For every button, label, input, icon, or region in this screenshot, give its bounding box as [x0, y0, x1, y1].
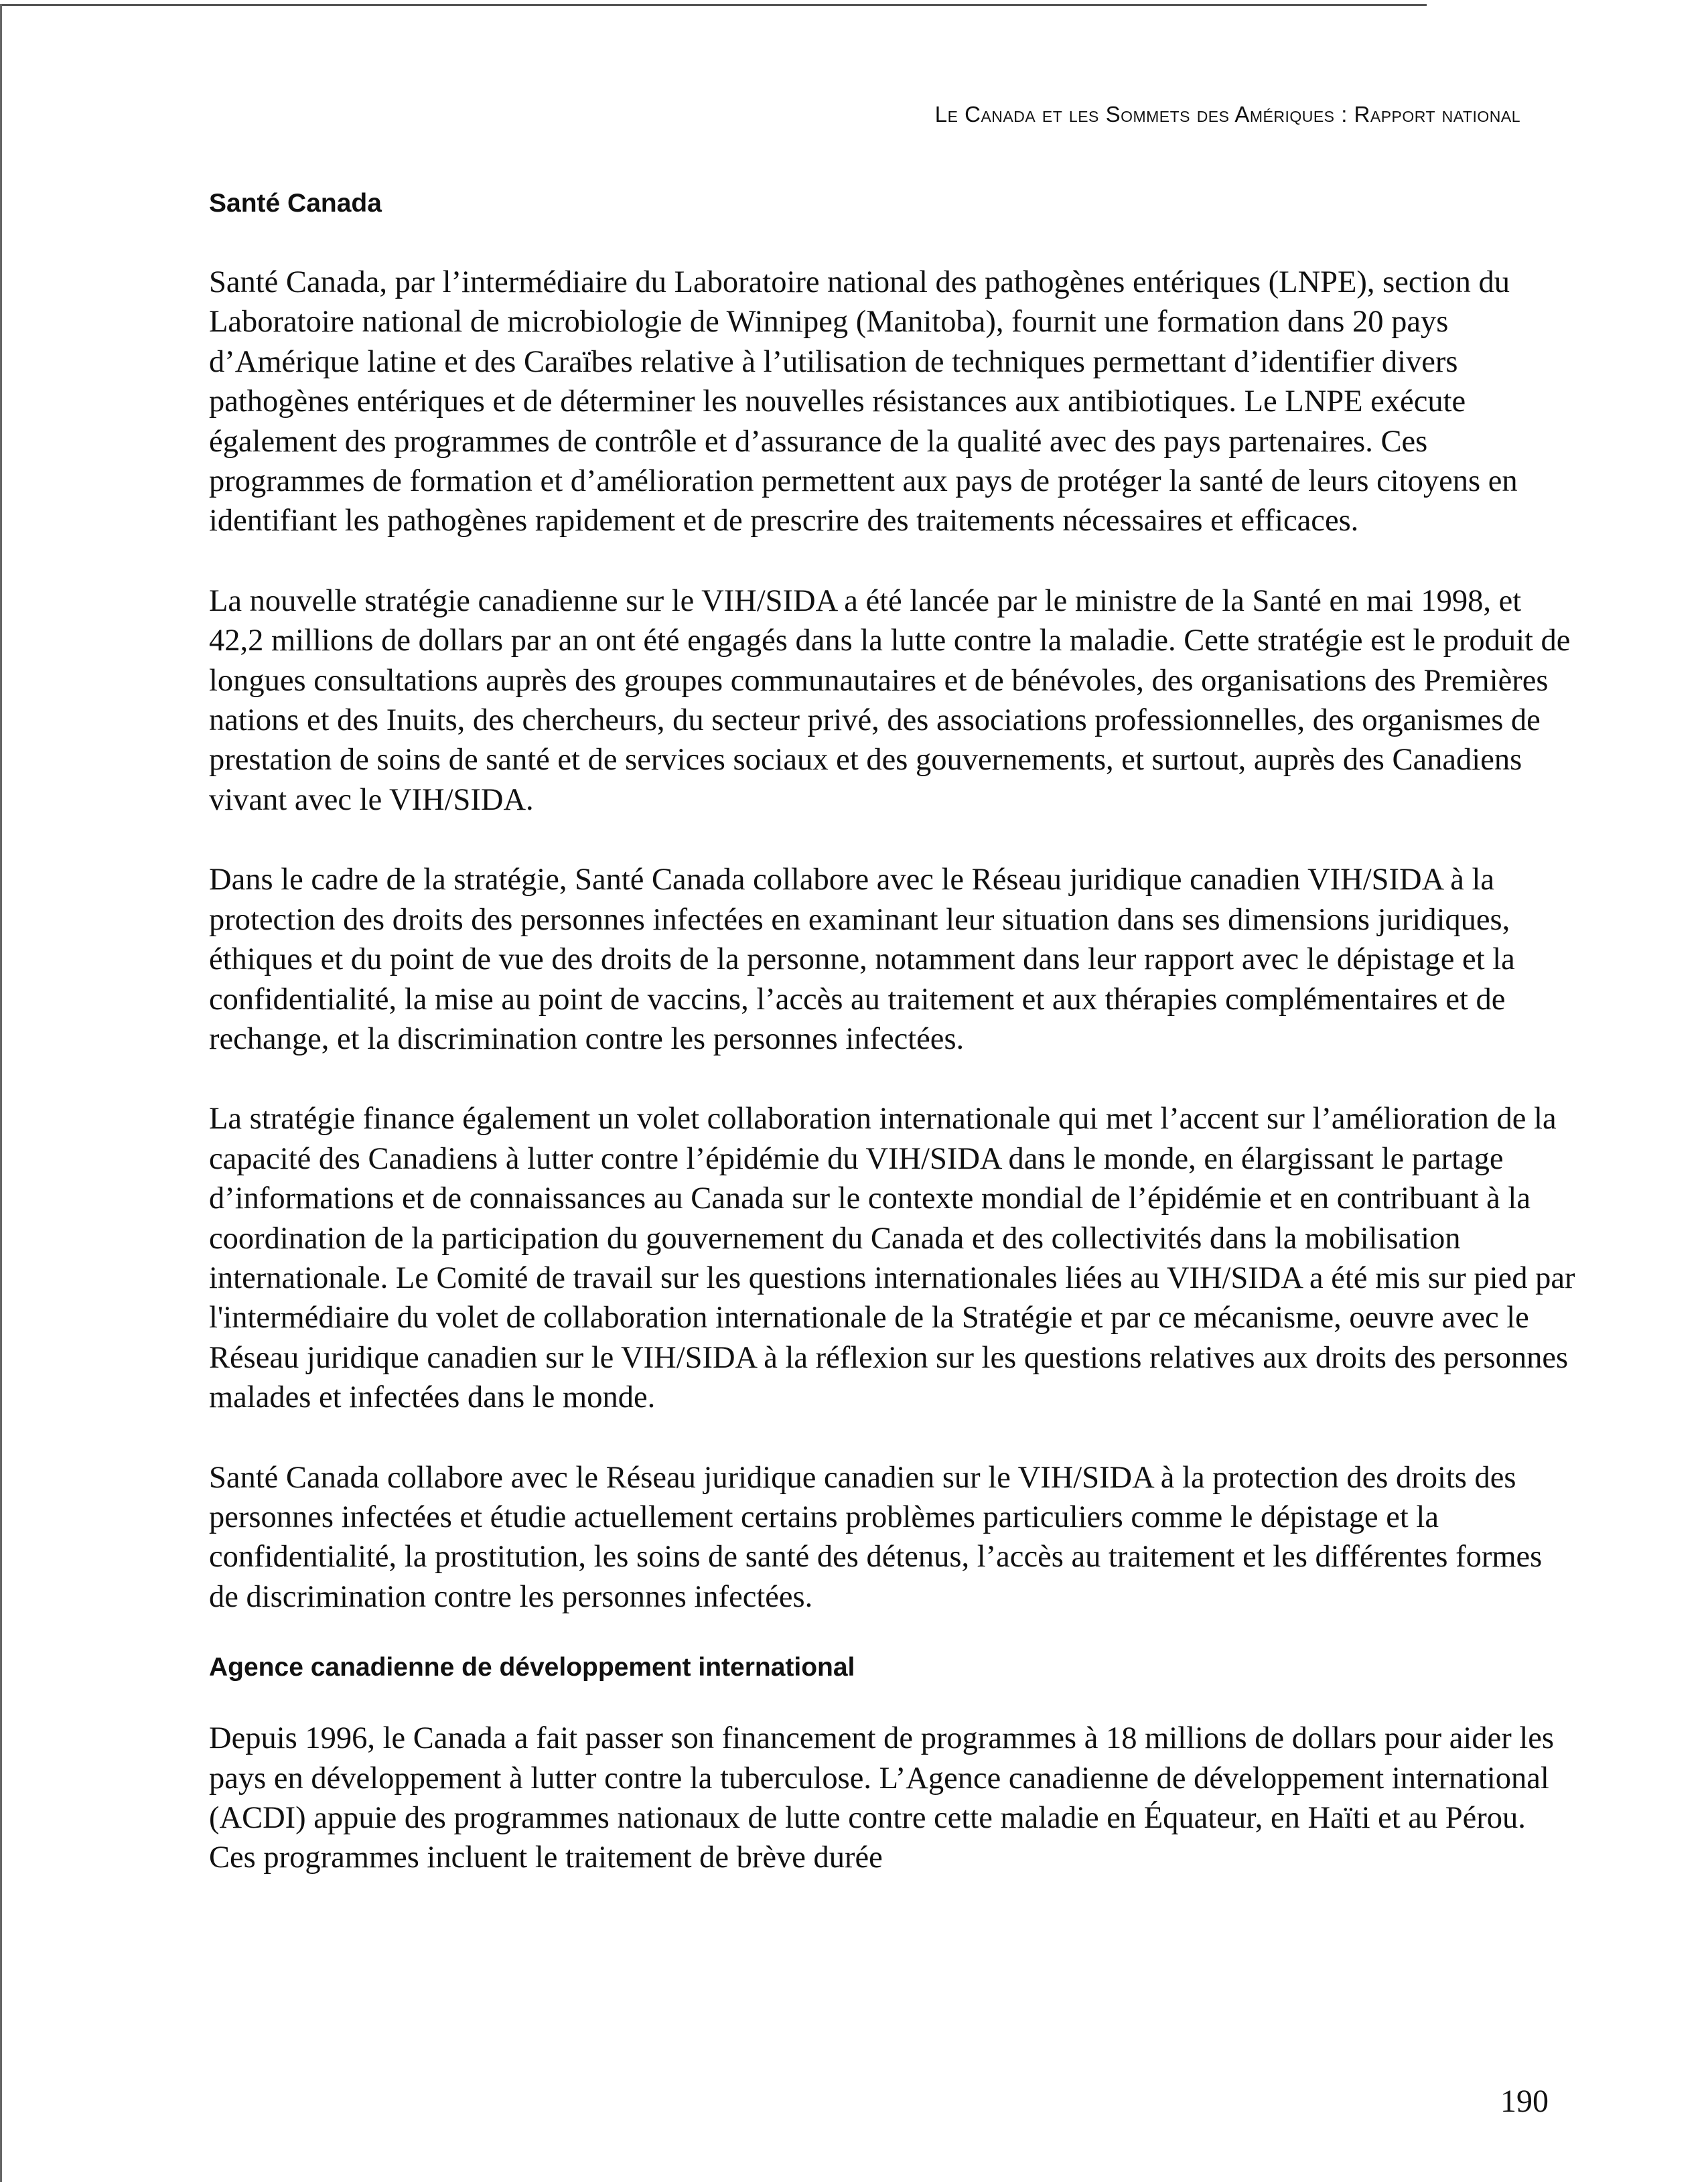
paragraph-droits-personnes: Santé Canada collabore avec le Réseau juridique canadien sur le VIH/SIDA à la protection des droits des personnes infectées et étudie actuellement certains problèmes particuliers comme le dépistage et la confidentialité, la prostitution, les soins de santé des détenus, l’accès au traitement et les différentes formes de discrimination contre les personnes infectées.	[209, 1460, 1543, 1614]
paragraph-strategie-vih: La nouvelle stratégie canadienne sur le VIH/SIDA a été lancée par le ministre de la Santé en mai 1998, et 42,2 millions de dollars par an ont été engagés dans la lutte contre la maladie. Cette stratégie est le produit de longues consultations auprès des groupes communautaires et de bénévoles, des organisations des Premières nations et des Inuits, des chercheurs, du secteur privé, des associations professionnelles, des organismes de prestation de soins de santé et de services sociaux et des gouvernements, et surtout, auprès des Canadiens vivant avec le VIH/SIDA.	[209, 583, 1571, 817]
page-number: 190	[1500, 2084, 1549, 2119]
section-heading-acdi: Agence canadienne de développement international	[209, 1653, 855, 1682]
paragraph-lnpe: Santé Canada, par l’intermédiaire du Laboratoire national des pathogènes entériques (LNPE), section du Laboratoire national de microbiologie de Winnipeg (Manitoba), fournit une formation dans 20 pays d’Amérique latine et des Caraïbes relative à l’utilisation de techniques permettant d’identifier divers pathogènes entériques et de déterminer les nouvelles résistances aux antibiotiques. Le LNPE exécute également des programmes de contrôle et d’assurance de la qualité avec des pays partenaires. Ces programmes de formation et d’amélioration permettent aux pays de protéger la santé de leurs citoyens en identifiant les pathogènes rapidement et de prescrire des traitements nécessaires et efficaces.	[209, 265, 1518, 538]
scan-left-border	[0, 4, 2, 2182]
running-header: Le Canada et les Sommets des Amériques : Rapport national	[934, 102, 1520, 127]
scan-top-border	[0, 4, 1427, 6]
paragraph-tuberculose: Depuis 1996, le Canada a fait passer son financement de programmes à 18 millions de dollars pour aider les pays en développement à lutter contre la tuberculose. L’Agence canadienne de développement international (ACDI) appuie des programmes nationaux de lutte contre cette maladie en Équateur, en Haïti et au Pérou. Ces programmes incluent le traitement de brève durée	[209, 1721, 1554, 1875]
section-heading-sante-canada: Santé Canada	[209, 189, 382, 218]
paragraph-reseau-juridique: Dans le cadre de la stratégie, Santé Canada collabore avec le Réseau juridique canadien VIH/SIDA à la protection des droits des personnes infectées en examinant leur situation dans ses dimensions juridiques, éthiques et du point de vue des droits de la personne, notamment dans leur rapport avec le dépistage et la confidentialité, la mise au point de vaccins, l’accès au traitement et aux thérapies complémentaires et de rechange, et la discrimination contre les personnes infectées.	[209, 863, 1515, 1056]
paragraph-collaboration-internationale: La stratégie finance également un volet collaboration internationale qui met l’accent sur l’amélioration de la capacité des Canadiens à lutter contre l’épidémie du VIH/SIDA dans le monde, en élargissant le partage d’informations et de connaissances au Canada sur le contexte mondial de l’épidémie et en contribuant à la coordination de la participation du gouvernement du Canada et des collectivités dans la mobilisation internationale. Le Comité de travail sur les questions internationales liées au VIH/SIDA a été mis sur pied par l'intermédiaire du volet de collaboration internationale de la Stratégie et par ce mécanisme, oeuvre avec le Réseau juridique canadien sur le VIH/SIDA à la réflexion sur les questions relatives aux droits des personnes malades et infectées dans le monde.	[209, 1102, 1575, 1415]
page-content	[209, 185, 1575, 1878]
